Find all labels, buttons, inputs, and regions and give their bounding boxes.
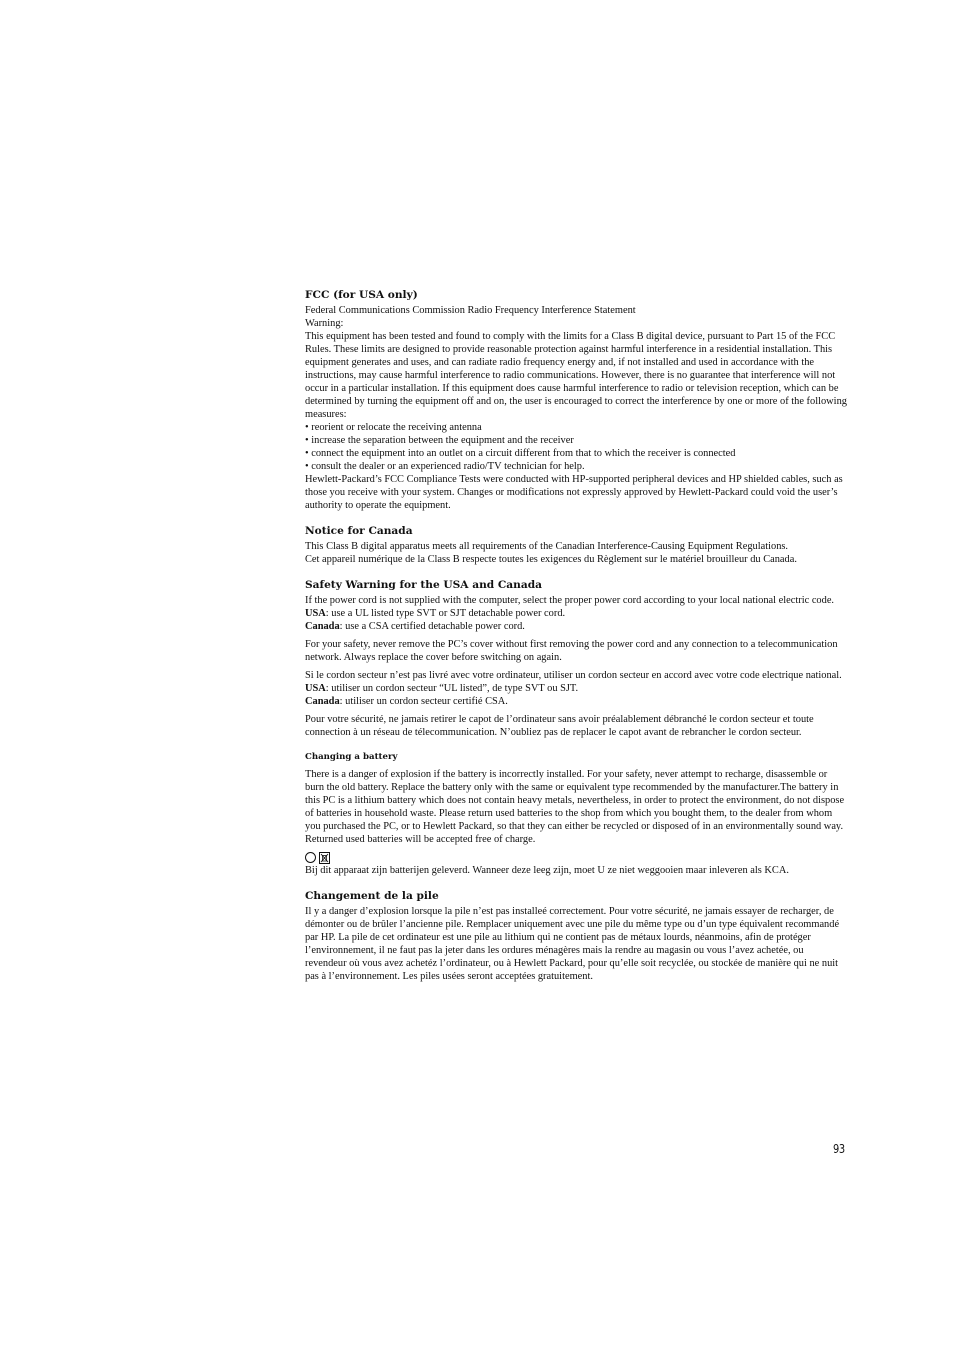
list-item: • connect the equipment into an outlet on a circuit different from that to which the receiver is connected (305, 447, 847, 460)
safety-canada-line (305, 620, 847, 633)
usa-label: USA (305, 683, 326, 694)
list-item: • increase the separation between the equipment and the receiver (305, 434, 847, 447)
canada-text-fr: Cet appareil numérique de la Class B respecte toutes les exigences du Règlement sur le matériel brouilleur du Canada. (305, 554, 797, 565)
fcc-body: This equipment has been tested and found to comply with the limits for a Class B digital device, pursuant to Part 15 of the FCC Rules. These limits are designed to provide reasonable protection against harmful interference in a residential installation. This equipment generates and uses, and can radiate radio frequency energy and, if not installed and used in accordance with the instructions, may cause harmful interference to radio communications. However, there is no guarantee that interference will not occur in a particular installation. If this equipment does cause harmful interference to radio or television reception, which can be determined by turning the equipment off and on, the user is encouraged to correct the interference by one or more of the following measures: (305, 331, 847, 420)
canada-label: Canada (305, 621, 340, 632)
battery-section (305, 751, 847, 877)
list-item: • consult the dealer or an experienced radio/TV technician for help. (305, 460, 847, 473)
canada-heading: Notice for Canada (305, 525, 413, 537)
usa-label: USA (305, 608, 326, 619)
page-content (305, 288, 847, 983)
safety-section (305, 578, 847, 739)
safety-paragraph-fr: Si le cordon secteur n’est pas livré avec votre ordinateur, utiliser un cordon secteur en accord avec votre code electrique national. (305, 670, 842, 681)
list-item: • reorient or relocate the receiving antenna (305, 421, 847, 434)
fcc-compliance: Hewlett-Packard’s FCC Compliance Tests were conducted with HP-supported peripheral devices and HP shielded cables, such as those you receive with your system. Changes or modifications not expressly approved by Hewlett-Packard could void the user’s authority to operate the equipment. (305, 474, 843, 511)
canada-section (305, 524, 847, 566)
fcc-heading: FCC (for USA only) (305, 289, 418, 301)
safety-paragraph-fr: Pour votre sécurité, ne jamais retirer le capot de l’ordinateur sans avoir préalablement débranché le cordon secteur et toute connection à un réseau de télecommunication. N’oubliez pas de replacer le capot avant de rebrancher le cordon secteur. (305, 714, 814, 738)
fcc-section (305, 288, 847, 512)
circle-icon (305, 852, 316, 863)
usa-text-fr: : utiliser un cordon secteur “UL listed”, de type SVT ou SJT. (325, 683, 579, 694)
safety-heading: Safety Warning for the USA and Canada (305, 579, 543, 591)
pile-section (305, 889, 847, 983)
usa-text: : use a UL listed type SVT or SJT detachable power cord. (325, 608, 566, 619)
fcc-measures-list (305, 421, 847, 473)
battery-dutch: Bij dit apparaat zijn batterijen geleverd. Wanneer deze leeg zijn, moet U ze niet weggooien maar inleveren als KCA. (305, 865, 789, 876)
crossed-bin-icon (319, 852, 330, 864)
pile-body: Il y a danger d’explosion lorsque la pile n’est pas installeé correctement. Pour votre sécurité, ne jamais essayer de recharger, de démonter ou de brûler l’ancienne pile. Remplacer uniquement avec une pile du même type ou d’un type équivalent recommandé par HP. La pile de cet ordinateur est une pile au lithium qui ne contient pas de métaux lourds, néanmoins, afin de protéger l’environnement, il ne faut pas la jeter dans les ordures ménagères mais la rendre au magasin ou vous l’avez achetée, ou revendeur où vous avez achetéz l’ordinateur, ou à Hewlett Packard, pour qu’elle soit recyclée, ou stockée de manière qui ne nuit pas à l’environnement. Les piles usées seront acceptées gratuitement. (305, 906, 840, 982)
canada-text-fr: : utiliser un cordon secteur certifié CSA. (339, 696, 508, 707)
battery-icons (305, 851, 847, 864)
safety-paragraph: If the power cord is not supplied with the computer, select the proper power cord according to your local national electric code. (305, 595, 835, 606)
safety-usa-line-fr (305, 682, 847, 695)
safety-usa-line (305, 607, 847, 620)
canada-label: Canada (305, 696, 340, 707)
canada-text: : use a CSA certified detachable power cord. (339, 621, 525, 632)
fcc-warning-label: Warning: (305, 318, 344, 329)
fcc-subtitle: Federal Communications Commission Radio Frequency Interference Statement (305, 305, 636, 316)
safety-paragraph: For your safety, never remove the PC’s cover without first removing the power cord and any connection to a telecommunication network. Always replace the cover before switching on again. (305, 639, 838, 663)
safety-canada-line-fr (305, 695, 847, 708)
pile-heading: Changement de la pile (305, 890, 439, 902)
page-number: 93 (833, 1142, 845, 1156)
battery-heading: Changing a battery (305, 752, 398, 762)
canada-text-en: This Class B digital apparatus meets all requirements of the Canadian Interference-Causing Equipment Regulations. (305, 541, 789, 552)
battery-body: There is a danger of explosion if the battery is incorrectly installed. For your safety, never attempt to recharge, disassemble or burn the old battery. Replace the battery only with the same or equivalent type recommended by the manufacturer.The battery in this PC is a lithium battery which does not contain heavy metals, nevertheless, in order to protect the environment, do not dispose of batteries in household waste. Please return used batteries to the shop from which you bought them, to the dealer from whom you purchased the PC, or to Hewlett Packard, so that they can either be recycled or disposed of in an environmentally sound way. Returned used batteries will be accepted free of charge. (305, 769, 845, 845)
